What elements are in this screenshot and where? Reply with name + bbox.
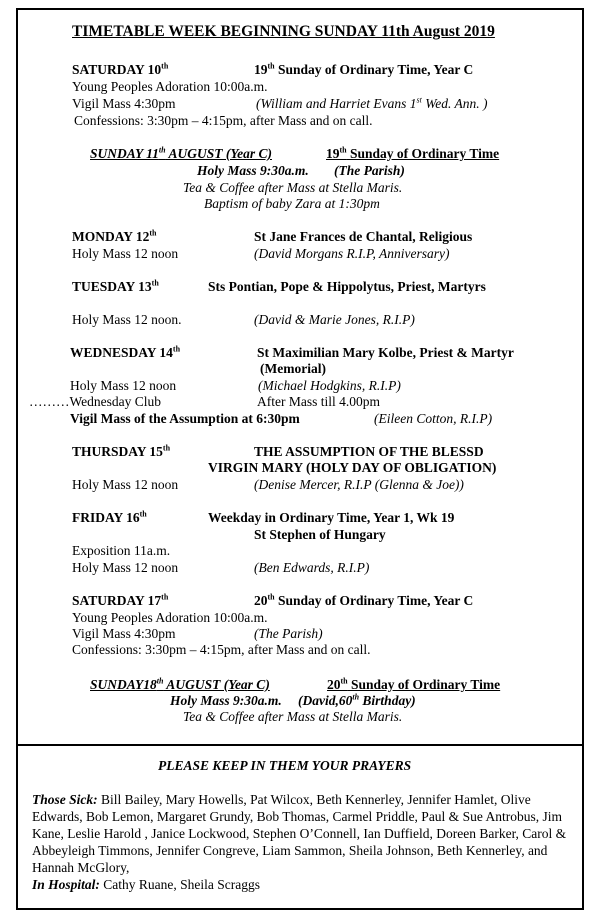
schedule-line: Vigil Mass of the Assumption at 6:30pm	[70, 411, 300, 426]
schedule-line: Confessions: 3:30pm – 4:15pm, after Mass and on call.	[74, 113, 373, 128]
intention-note: (The Parish)	[334, 163, 405, 178]
schedule-line: Holy Mass 12 noon	[70, 378, 177, 393]
schedule-line: Holy Mass 12 noon	[72, 560, 179, 575]
intention-note: (The Parish)	[254, 626, 323, 641]
sick-label: Those Sick:	[32, 792, 98, 807]
intention-note: (Michael Hodgkins, R.I.P)	[258, 378, 401, 393]
intention-note: (David & Marie Jones, R.I.P)	[254, 312, 415, 327]
schedule-line: Holy Mass 12 noon	[72, 477, 179, 492]
hospital-label: In Hospital:	[32, 877, 100, 892]
schedule-line: Confessions: 3:30pm – 4:15pm, after Mass and on call.	[72, 642, 371, 657]
feast-title: Sts Pontian, Pope & Hippolytus, Priest, Martyrs	[208, 279, 486, 294]
day-heading: THURSDAY 15th	[72, 443, 171, 459]
day-heading: TUESDAY 13th	[72, 278, 159, 294]
day-heading: WEDNESDAY 14th	[70, 344, 181, 360]
feast-title: 20th Sunday of Ordinary Time, Year C	[254, 592, 474, 608]
schedule-line: Holy Mass 12 noon	[72, 246, 179, 261]
feast-title: St Jane Frances de Chantal, Religious	[254, 229, 473, 244]
prayers-heading: PLEASE KEEP IN THEM YOUR PRAYERS	[158, 758, 412, 773]
schedule-line: Exposition 11a.m.	[72, 543, 171, 558]
intention-note: (Denise Mercer, R.I.P (Glenna & Joe))	[254, 477, 464, 492]
club-time: After Mass till 4.00pm	[257, 394, 380, 409]
schedule-line: Tea & Coffee after Mass at Stella Maris.	[183, 180, 403, 195]
feast-title: THE ASSUMPTION OF THE BLESSD	[254, 444, 484, 459]
day-heading: SUNDAY18th AUGUST (Year C)	[90, 676, 270, 692]
feast-subtitle: VIRGIN MARY (HOLY DAY OF OBLIGATION)	[208, 460, 497, 475]
hospital-names: Cathy Ruane, Sheila Scraggs	[99, 877, 260, 892]
page-title: TIMETABLE WEEK BEGINNING SUNDAY 11th August 2019	[72, 23, 495, 40]
intention-note: (Eileen Cotton, R.I.P)	[374, 411, 493, 426]
day-heading: SUNDAY 11th AUGUST (Year C)	[90, 145, 272, 161]
feast-title: 20th Sunday of Ordinary Time	[327, 676, 501, 692]
schedule-line: Holy Mass 12 noon.	[72, 312, 182, 327]
day-heading: FRIDAY 16th	[72, 509, 147, 525]
intention-note: (David,60th Birthday)	[298, 692, 416, 708]
intention-note: (Ben Edwards, R.I.P)	[254, 560, 370, 575]
schedule-line: Tea & Coffee after Mass at Stella Maris.	[183, 709, 403, 724]
schedule-line: ………Wednesday Club	[29, 394, 162, 409]
day-heading: SATURDAY 17th	[72, 592, 169, 608]
feast-subtitle: (Memorial)	[260, 361, 326, 376]
day-heading: MONDAY 12th	[72, 228, 157, 244]
schedule-line: Vigil Mass 4:30pm	[72, 96, 176, 111]
day-heading: SATURDAY 10th	[72, 61, 169, 77]
feast-title: St Maximilian Mary Kolbe, Priest & Martyr	[257, 345, 514, 360]
feast-title: 19th Sunday of Ordinary Time	[326, 145, 500, 161]
intention-note: (David Morgans R.I.P, Anniversary)	[254, 246, 450, 261]
mass-time: Holy Mass 9:30a.m.	[197, 163, 309, 178]
schedule-line: Young Peoples Adoration 10:00a.m.	[72, 610, 268, 625]
feast-title: Weekday in Ordinary Time, Year 1, Wk 19	[208, 510, 455, 525]
schedule-line: Vigil Mass 4:30pm	[72, 626, 176, 641]
feast-subtitle: St Stephen of Hungary	[254, 527, 386, 542]
intention-note: (William and Harriet Evans 1st Wed. Ann. )	[256, 95, 488, 111]
sick-list	[32, 791, 572, 893]
feast-title: 19th Sunday of Ordinary Time, Year C	[254, 61, 474, 77]
schedule-line: Young Peoples Adoration 10:00a.m.	[72, 79, 268, 94]
schedule-line: Baptism of baby Zara at 1:30pm	[204, 196, 380, 211]
sick-names: Bill Bailey, Mary Howells, Pat Wilcox, Beth Kennerley, Jennifer Hamlet, Olive Edwards, Bob Lemon, Margaret Grundy, Bob Thomas, Carmel Priddle, Paul & Sue Antrobus, Jim Kane, Leslie Harold , Janice Lockwood, Stephen O’Connell, Ian Duffield, Doreen Barker, Carol & Abbeyleigh Timmons, Jennifer Congreve, Liam Sammon, Sheila Johnson, Beth Kennerley, and Hannah McGlory,	[32, 792, 567, 875]
mass-time: Holy Mass 9:30a.m.	[170, 693, 282, 708]
